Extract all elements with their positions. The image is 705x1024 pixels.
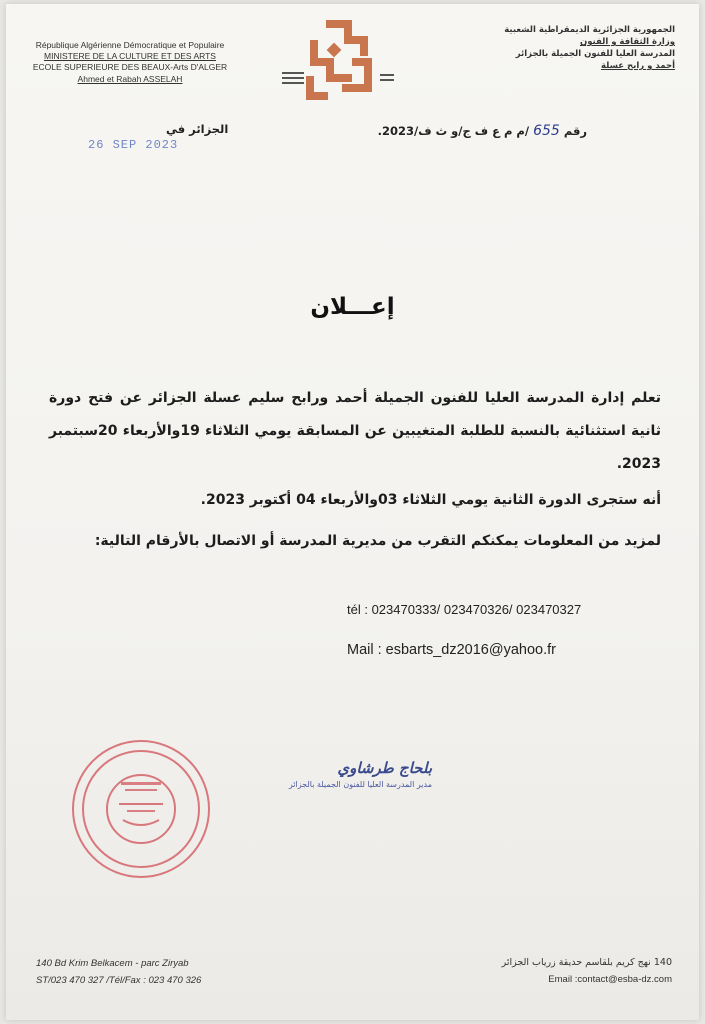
reference-prefix: رقم [563,124,587,138]
signature-block [212,759,432,789]
reference-number [378,123,587,139]
header-ar-line-3: المدرسة العليا للفنون الجميلة بالجزائر [515,49,675,59]
footer-right-address: 140 نهج كريم بلقاسم حديقة زرياب الجزائر [501,957,672,968]
signatory-role: مدير المدرسة العليا للفنون الجميلة بالجزائر [288,780,432,789]
place-date-label: الجزائر في [166,122,229,136]
paragraph-1: تعلم إدارة المدرسة العليا للفنون الجميلة أحمد ورابح سليم عسلة الجزائر عن فتح دورة ثانية استثنائية بالنسبة للطلبة المتغيبين عن المسابقة يومي الثلاثاء 19والأربعاء 20سبتمبر 2023. [49,390,662,472]
footer-left-address: 140 Bd Krim Belkacem - parc Ziryab [36,958,189,969]
header-ar-line-4: أحمد و رابح عسلة [600,61,675,71]
header-fr-line-4: Ahmed et Rabah ASSELAH [77,73,183,84]
header-fr-line-3: ECOLE SUPERIEURE DES BEAUX-Arts D'ALGER [32,62,228,73]
document-page [6,4,699,1020]
header-fr-line-2: MINISTERE DE LA CULTURE ET DES ARTS [44,51,216,62]
header-french [14,40,246,85]
footer-right-email: Email :contact@esba-dz.com [548,974,672,985]
paragraph-2: أنه ستجرى الدورة الثانية يومي الثلاثاء 03والأربعاء 04 أكتوبر 2023. [200,492,661,508]
header-arabic [455,24,675,72]
reference-handwritten-number: 655 [533,123,560,139]
contact-email: Mail : esbarts_dz2016@yahoo.fr [347,642,556,658]
official-seal [61,734,221,884]
announcement-title: إعـــلان [310,294,395,320]
school-logo [268,10,408,110]
header-fr-line-1: République Algérienne Démocratique et Populaire [35,40,225,50]
reference-suffix: /م م ع ف ج/و ث ف/2023. [377,124,530,138]
footer-left-phone: ST/023 470 327 /Tél/Fax : 023 470 326 [36,975,202,986]
footer-right [462,954,672,988]
paragraph-3: لمزيد من المعلومات يمكنكم التقرب من مديرية المدرسة أو الاتصال بالأرقام التالية: [94,533,661,549]
signatory-name: بلحاج طرشاوي [337,759,432,777]
header-ar-line-2: وزارة الثقافة و الفنون [579,37,675,47]
contact-phone: tél : 023470333/ 023470326/ 023470327 [347,602,582,617]
header-ar-line-1: الجمهورية الجزائرية الديمقراطية الشعبية [504,25,675,35]
date-stamp: 26 SEP 2023 [88,138,179,152]
footer-left [36,955,201,989]
